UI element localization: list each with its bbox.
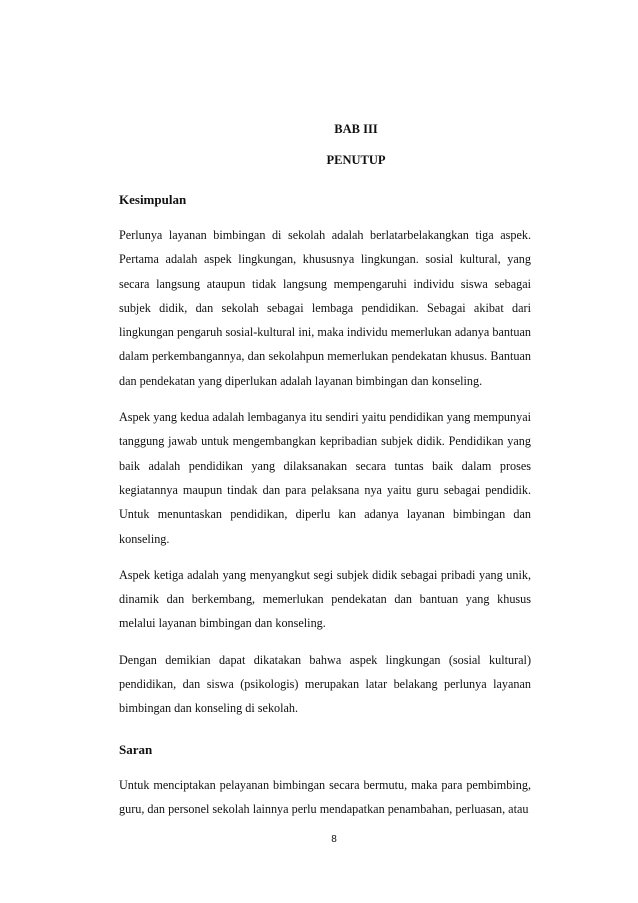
chapter-number: BAB III: [334, 122, 378, 136]
section-kesimpulan: [119, 189, 531, 721]
page-content: [119, 118, 531, 821]
page-number: 8: [331, 834, 337, 845]
chapter-title: PENUTUP: [326, 153, 386, 167]
section-heading-kesimpulan: Kesimpulan: [119, 192, 187, 207]
paragraph-kesimpulan-3: Aspek ketiga adalah yang menyangkut segi subjek didik sebagai pribadi yang unik, dinamik dan berkembang, memerlukan pendekatan dan bantuan yang khusus melalui layanan bimbingan dan konseling.: [119, 567, 531, 631]
section-saran: [119, 739, 531, 822]
paragraph-saran-1: Untuk menciptakan pelayanan bimbingan secara bermutu, maka para pembimbing, guru, dan personel sekolah lainnya perlu mendapatkan penambahan, perluasan, atau: [119, 777, 531, 816]
paragraph-kesimpulan-1: Perlunya layanan bimbingan di sekolah adalah berlatarbelakangkan tiga aspek. Pertama adalah aspek lingkungan, khususnya lingkungan. sosial kultural, yang secara langsung ataupun tidak langsung mempengaruhi individu siswa sebagai subjek didik, dan sekolah sebagai lembaga pendidikan. Sebagai akibat dari lingkungan pengaruh sosial-kultural ini, maka individu memerlukan adanya bantuan dalam perkembangannya, dan sekolahpun memerlukan pendekatan khusus. Bantuan dan pendekatan yang diperlukan adalah layanan bimbingan dan konseling.: [119, 228, 531, 388]
paragraph-kesimpulan-4: Dengan demikian dapat dikatakan bahwa aspek lingkungan (sosial kultural) pendidikan, dan siswa (psikologis) merupakan latar belakang perlunya layanan bimbingan dan konseling di sekolah.: [119, 652, 531, 716]
paragraph-kesimpulan-2: Aspek yang kedua adalah lembaganya itu sendiri yaitu pendidikan yang mempunyai tanggung jawab untuk mengembangkan kepribadian subjek didik. Pendidikan yang baik adalah pendidikan yang dilaksanakan secara tuntas baik dalam proses kegiatannya maupun tindak dan para pelaksana nya yaitu guru sebagai pendidik. Untuk menuntaskan pendidikan, diperlu kan adanya layanan bimbingan dan konseling.: [119, 410, 531, 546]
section-heading-saran: Saran: [119, 741, 153, 757]
